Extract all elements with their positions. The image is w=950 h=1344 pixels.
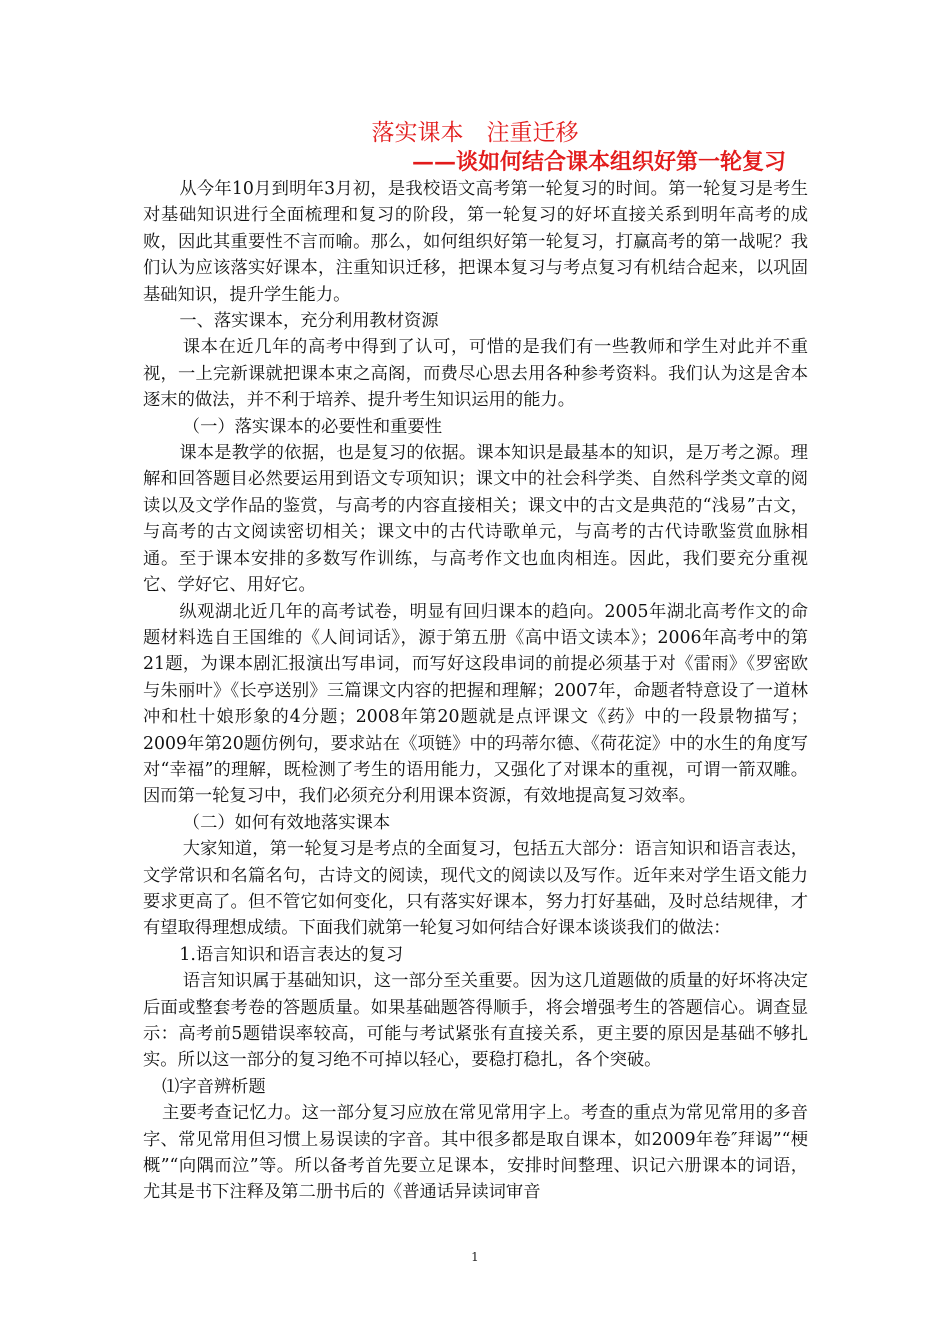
paragraph: 纵观湖北近几年的高考试卷，明显有回归课本的趋向。2005年湖北高考作文的命题材料选自王国维的《人间词话》，源于第五册《高中语文读本》；2006年高考中的第21题，为课本剧汇报演出写串词，而写好这段串词的前提必须基于对《雷雨》《罗密欧与朱丽叶》《长亭送别》三篇课文内容的把握和理解；2007年，命题者特意设了一道林冲和杜十娘形象的4分题；2008年第20题就是点评课文《药》中的一段景物描写；2009年第20题仿例句，要求站在《项链》中的玛蒂尔德、《荷花淀》中的水生的角度写对“幸福”的理解，既检测了考生的语用能力，又强化了对课本的重视，可谓一箭双雕。因而第一轮复习中，我们必须充分利用课本资源，有效地提高复习效率。 [143,601,808,807]
paragraph: 课本是教学的依据，也是复习的依据。课本知识是最基本的知识，是万考之源。理解和回答题目必然要运用到语文专项知识；课文中的社会科学类、自然科学类文章的阅读以及文学作品的鉴赏，与高考的内容直接相关；课文中的古文是典范的“浅易”古文，与高考的古文阅读密切相关；课文中的古代诗歌单元，与高考的古代诗歌鉴赏血脉相通。至于课本安排的多数写作训练，与高考作文也血肉相连。因此，我们要充分重视它、学好它、用好它。 [143,443,808,596]
paragraph: 主要考查记忆力。这一部分复习应放在常见常用字上。考查的重点为常见常用的多音字、常见常用但习惯上易误读的字音。其中很多都是取自课本，如2009年卷″拜谒”“梗概”“向隅而泣”等。所以备考首先要立足课本，安排时间整理、识记六册课本的词语，尤其是书下注释及第二册书后的《普通话异读词审音 [143,1103,808,1203]
paragraph: 大家知道，第一轮复习是考点的全面复习，包括五大部分：语言知识和语言表达，文学常识和名篇名句，古诗文的阅读，现代文的阅读以及写作。近年来对学生语文能力要求更高了。但不管它如何变化，只有落实好课本，努力打好基础，及时总结规律，才有望取得理想成绩。下面我们就第一轮复习如何结合好课本谈谈我们的做法： [143,839,808,939]
document-subtitle: ——谈如何结合课本组织好第一轮复习 [412,149,787,175]
paragraph-intro: 从今年10月到明年3月初，是我校语文高考第一轮复习的时间。第一轮复习是考生对基础知识进行全面梳理和复习的阶段，第一轮复习的好坏直接关系到明年高考的成败，因此其重要性不言而喻。那么，如何组织好第一轮复习，打赢高考的第一战呢？我们认为应该落实好课本，注重知识迁移，把课本复习与考点复习有机结合起来，以巩固基础知识，提升学生能力。 [143,179,808,305]
section-heading-1: 一、落实课本，充分利用教材资源 [179,311,439,332]
subsection-heading-2: （二）如何有效地落实课本 [182,812,391,833]
paragraph: 语言知识属于基础知识，这一部分至关重要。因为这几道题做的质量的好坏将决定后面或整套考卷的答题质量。如果基础题答得顺手，将会增强考生的答题信心。调查显示：高考前5题错误率较高，可能与考试紧张有直接关系，更主要的原因是基础不够扎实。所以这一部分的复习绝不可掉以轻心，要稳打稳扎，各个突破。 [143,971,808,1071]
document-body [143,176,808,1206]
page-number: 1 [471,1250,479,1264]
document-title: 落实课本 注重迁移 [371,120,579,146]
subsection-heading-1: （一）落实课本的必要性和重要性 [182,416,443,437]
item-heading-1: 1.语言知识和语言表达的复习 [179,944,404,965]
paragraph: 课本在近几年的高考中得到了认可，可惜的是我们有一些教师和学生对此并不重视，一上完新课就把课本束之高阁，而费尽心思去用各种参考资料。我们认为这是舍本逐末的做法，并不利于培养、提升考生知识运用的能力。 [143,337,808,411]
item-heading-1-1: ⑴字音辨析题 [162,1076,266,1097]
